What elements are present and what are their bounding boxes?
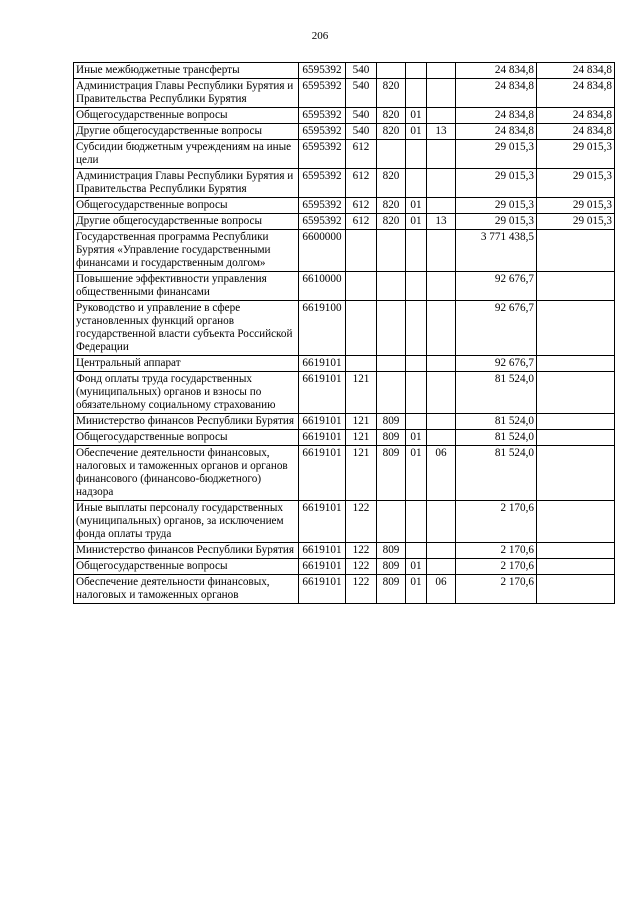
table-row <box>74 414 615 430</box>
subsection-cell <box>427 501 456 543</box>
target-article-cell: 6595392 <box>299 169 346 198</box>
expense-name-cell: Иные выплаты персоналу государственных (муниципальных) органов, за исключением фонда оплаты труда <box>74 501 299 543</box>
amount-second-cell <box>537 356 615 372</box>
table-row <box>74 446 615 501</box>
expense-type-cell: 612 <box>346 169 377 198</box>
section-cell: 01 <box>406 124 427 140</box>
section-cell: 01 <box>406 198 427 214</box>
amount-second-cell <box>537 446 615 501</box>
department-cell: 820 <box>377 198 406 214</box>
amount-second-cell: 24 834,8 <box>537 63 615 79</box>
table-row <box>74 124 615 140</box>
table-row <box>74 356 615 372</box>
amount-second-cell <box>537 414 615 430</box>
expense-type-cell: 612 <box>346 214 377 230</box>
target-article-cell: 6595392 <box>299 198 346 214</box>
amount-cell: 2 170,6 <box>456 575 537 604</box>
amount-second-cell <box>537 543 615 559</box>
amount-cell: 2 170,6 <box>456 501 537 543</box>
target-article-cell: 6619101 <box>299 575 346 604</box>
department-cell <box>377 230 406 272</box>
department-cell: 820 <box>377 214 406 230</box>
expense-type-cell: 122 <box>346 559 377 575</box>
amount-cell: 2 170,6 <box>456 543 537 559</box>
section-cell: 01 <box>406 214 427 230</box>
section-cell <box>406 501 427 543</box>
section-cell: 01 <box>406 559 427 575</box>
expense-name-cell: Фонд оплаты труда государственных (муниципальных) органов и взносы по обязательному социальному страхованию <box>74 372 299 414</box>
amount-cell: 29 015,3 <box>456 198 537 214</box>
amount-cell: 92 676,7 <box>456 301 537 356</box>
subsection-cell <box>427 198 456 214</box>
expense-name-cell: Общегосударственные вопросы <box>74 198 299 214</box>
section-cell <box>406 169 427 198</box>
amount-second-cell: 29 015,3 <box>537 214 615 230</box>
expense-type-cell: 121 <box>346 446 377 501</box>
subsection-cell <box>427 372 456 414</box>
subsection-cell: 13 <box>427 214 456 230</box>
expense-name-cell: Министерство финансов Республики Бурятия <box>74 543 299 559</box>
expense-type-cell: 122 <box>346 543 377 559</box>
expense-name-cell: Администрация Главы Республики Бурятия и Правительства Республики Бурятия <box>74 79 299 108</box>
subsection-cell <box>427 301 456 356</box>
expense-name-cell: Министерство финансов Республики Бурятия <box>74 414 299 430</box>
expense-type-cell: 121 <box>346 414 377 430</box>
expense-type-cell <box>346 272 377 301</box>
subsection-cell <box>427 272 456 301</box>
section-cell <box>406 356 427 372</box>
table-row <box>74 501 615 543</box>
amount-second-cell <box>537 301 615 356</box>
expense-type-cell: 121 <box>346 372 377 414</box>
section-cell <box>406 140 427 169</box>
department-cell: 809 <box>377 543 406 559</box>
expense-name-cell: Обеспечение деятельности финансовых, налоговых и таможенных органов <box>74 575 299 604</box>
table-row <box>74 108 615 124</box>
table-body <box>74 63 615 604</box>
target-article-cell: 6595392 <box>299 124 346 140</box>
expense-type-cell: 122 <box>346 575 377 604</box>
amount-second-cell: 29 015,3 <box>537 169 615 198</box>
amount-cell: 3 771 438,5 <box>456 230 537 272</box>
target-article-cell: 6619101 <box>299 559 346 575</box>
table-row <box>74 63 615 79</box>
department-cell <box>377 501 406 543</box>
amount-cell: 29 015,3 <box>456 169 537 198</box>
amount-cell: 81 524,0 <box>456 446 537 501</box>
section-cell <box>406 301 427 356</box>
expense-name-cell: Центральный аппарат <box>74 356 299 372</box>
section-cell <box>406 63 427 79</box>
subsection-cell <box>427 63 456 79</box>
expense-name-cell: Общегосударственные вопросы <box>74 559 299 575</box>
subsection-cell <box>427 79 456 108</box>
department-cell <box>377 301 406 356</box>
expense-name-cell: Администрация Главы Республики Бурятия и Правительства Республики Бурятия <box>74 169 299 198</box>
amount-second-cell: 24 834,8 <box>537 79 615 108</box>
expense-type-cell <box>346 301 377 356</box>
target-article-cell: 6595392 <box>299 63 346 79</box>
table-row <box>74 79 615 108</box>
amount-cell: 81 524,0 <box>456 414 537 430</box>
subsection-cell <box>427 414 456 430</box>
department-cell: 809 <box>377 559 406 575</box>
page-number: 206 <box>311 30 329 42</box>
subsection-cell <box>427 140 456 169</box>
target-article-cell: 6619101 <box>299 414 346 430</box>
amount-cell: 92 676,7 <box>456 356 537 372</box>
target-article-cell: 6600000 <box>299 230 346 272</box>
department-cell: 820 <box>377 124 406 140</box>
amount-cell: 2 170,6 <box>456 559 537 575</box>
target-article-cell: 6595392 <box>299 214 346 230</box>
subsection-cell <box>427 230 456 272</box>
department-cell: 820 <box>377 79 406 108</box>
amount-second-cell <box>537 575 615 604</box>
section-cell <box>406 230 427 272</box>
department-cell: 809 <box>377 414 406 430</box>
expense-name-cell: Обеспечение деятельности финансовых, налоговых и таможенных органов и органов финансового (финансово-бюджетного) надзора <box>74 446 299 501</box>
department-cell: 820 <box>377 108 406 124</box>
target-article-cell: 6595392 <box>299 79 346 108</box>
table-row <box>74 575 615 604</box>
expense-type-cell: 612 <box>346 140 377 169</box>
table-row <box>74 140 615 169</box>
expense-name-cell: Другие общегосударственные вопросы <box>74 124 299 140</box>
amount-second-cell <box>537 272 615 301</box>
subsection-cell <box>427 543 456 559</box>
table-row <box>74 198 615 214</box>
expense-type-cell: 540 <box>346 79 377 108</box>
department-cell <box>377 63 406 79</box>
target-article-cell: 6619101 <box>299 430 346 446</box>
section-cell <box>406 372 427 414</box>
amount-second-cell: 29 015,3 <box>537 198 615 214</box>
subsection-cell <box>427 356 456 372</box>
table-row <box>74 301 615 356</box>
section-cell <box>406 543 427 559</box>
target-article-cell: 6619101 <box>299 543 346 559</box>
target-article-cell: 6619101 <box>299 501 346 543</box>
target-article-cell: 6595392 <box>299 108 346 124</box>
expense-name-cell: Другие общегосударственные вопросы <box>74 214 299 230</box>
department-cell: 809 <box>377 575 406 604</box>
amount-second-cell: 24 834,8 <box>537 108 615 124</box>
section-cell: 01 <box>406 575 427 604</box>
table-row <box>74 372 615 414</box>
department-cell: 820 <box>377 169 406 198</box>
subsection-cell: 13 <box>427 124 456 140</box>
amount-second-cell: 24 834,8 <box>537 124 615 140</box>
table-row <box>74 169 615 198</box>
expense-type-cell <box>346 230 377 272</box>
expense-name-cell: Повышение эффективности управления общественными финансами <box>74 272 299 301</box>
target-article-cell: 6610000 <box>299 272 346 301</box>
amount-cell: 24 834,8 <box>456 63 537 79</box>
subsection-cell <box>427 169 456 198</box>
expense-type-cell: 540 <box>346 124 377 140</box>
section-cell <box>406 272 427 301</box>
department-cell <box>377 140 406 169</box>
amount-second-cell <box>537 501 615 543</box>
table-row <box>74 543 615 559</box>
amount-second-cell <box>537 372 615 414</box>
department-cell <box>377 356 406 372</box>
subsection-cell <box>427 430 456 446</box>
table-row <box>74 272 615 301</box>
department-cell: 809 <box>377 430 406 446</box>
table-row <box>74 559 615 575</box>
amount-cell: 81 524,0 <box>456 430 537 446</box>
department-cell: 809 <box>377 446 406 501</box>
section-cell <box>406 79 427 108</box>
amount-cell: 81 524,0 <box>456 372 537 414</box>
expense-name-cell: Государственная программа Республики Бурятия «Управление государственными финансами и государственным долгом» <box>74 230 299 272</box>
amount-second-cell: 29 015,3 <box>537 140 615 169</box>
target-article-cell: 6619100 <box>299 301 346 356</box>
target-article-cell: 6619101 <box>299 446 346 501</box>
expense-name-cell: Субсидии бюджетным учреждениям на иные цели <box>74 140 299 169</box>
table-row <box>74 230 615 272</box>
expense-name-cell: Руководство и управление в сфере установленных функций органов государственной власти субъекта Российской Федерации <box>74 301 299 356</box>
department-cell <box>377 272 406 301</box>
amount-second-cell <box>537 430 615 446</box>
expense-type-cell: 121 <box>346 430 377 446</box>
amount-cell: 29 015,3 <box>456 140 537 169</box>
section-cell <box>406 414 427 430</box>
expense-type-cell <box>346 356 377 372</box>
section-cell: 01 <box>406 446 427 501</box>
expense-type-cell: 540 <box>346 108 377 124</box>
section-cell: 01 <box>406 108 427 124</box>
expense-type-cell: 122 <box>346 501 377 543</box>
target-article-cell: 6619101 <box>299 372 346 414</box>
amount-second-cell <box>537 230 615 272</box>
expense-type-cell: 612 <box>346 198 377 214</box>
amount-cell: 24 834,8 <box>456 124 537 140</box>
amount-cell: 92 676,7 <box>456 272 537 301</box>
subsection-cell <box>427 108 456 124</box>
table-row <box>74 430 615 446</box>
budget-table <box>73 62 615 604</box>
amount-cell: 24 834,8 <box>456 108 537 124</box>
target-article-cell: 6595392 <box>299 140 346 169</box>
department-cell <box>377 372 406 414</box>
expense-name-cell: Общегосударственные вопросы <box>74 430 299 446</box>
target-article-cell: 6619101 <box>299 356 346 372</box>
amount-cell: 24 834,8 <box>456 79 537 108</box>
section-cell: 01 <box>406 430 427 446</box>
expense-name-cell: Иные межбюджетные трансферты <box>74 63 299 79</box>
expense-name-cell: Общегосударственные вопросы <box>74 108 299 124</box>
subsection-cell: 06 <box>427 446 456 501</box>
amount-cell: 29 015,3 <box>456 214 537 230</box>
table-row <box>74 214 615 230</box>
subsection-cell <box>427 559 456 575</box>
subsection-cell: 06 <box>427 575 456 604</box>
expense-type-cell: 540 <box>346 63 377 79</box>
amount-second-cell <box>537 559 615 575</box>
